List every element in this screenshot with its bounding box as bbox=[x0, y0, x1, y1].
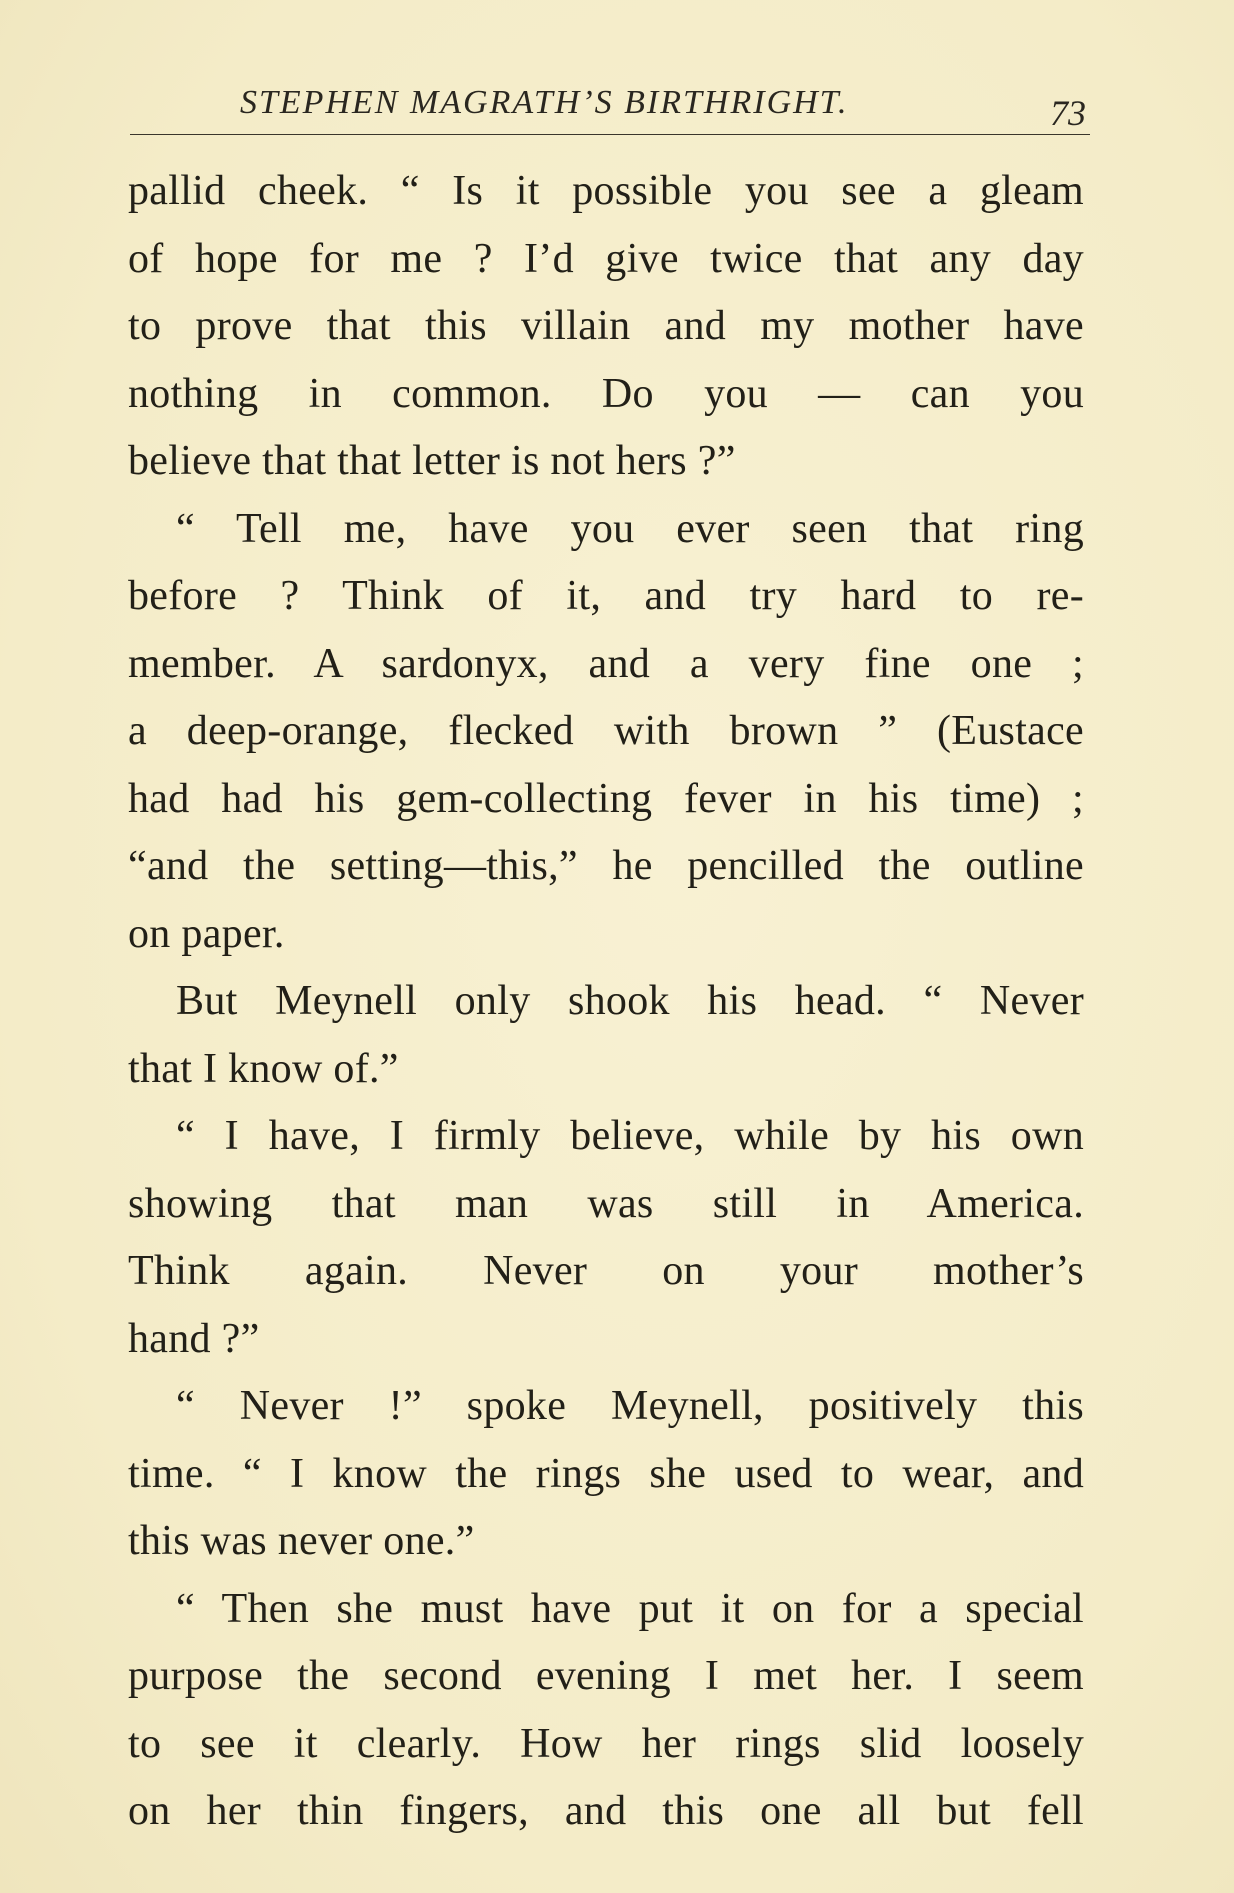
text-line: pallid cheek. “ Is it possible you see a gleam bbox=[128, 168, 1084, 214]
text-line: “ Tell me, have you ever seen that ring bbox=[176, 505, 1084, 552]
text-line: on paper. bbox=[128, 910, 285, 957]
text-line: on her thin fingers, and this one all but fell bbox=[128, 1788, 1084, 1834]
text-line: showing that man was still in America. bbox=[128, 1180, 1084, 1227]
text-line: before ? Think of it, and try hard to re- bbox=[128, 573, 1084, 619]
text-line: But Meynell only shook his head. “ Never bbox=[176, 978, 1084, 1024]
text-line: a deep-orange, flecked with brown ” (Eustace bbox=[128, 708, 1084, 754]
text-line: had had his gem-collecting fever in his time) ; bbox=[128, 775, 1084, 822]
text-line: to see it clearly. How her rings slid loosely bbox=[128, 1720, 1084, 1767]
header-rule bbox=[130, 134, 1090, 135]
text-line: that I know of.” bbox=[128, 1045, 399, 1092]
page-number: 73 bbox=[1050, 93, 1086, 133]
text-line: hand ?” bbox=[128, 1315, 260, 1362]
text-line: Think again. Never on your mother’s bbox=[128, 1248, 1084, 1294]
text-line: nothing in common. Do you — can you bbox=[128, 370, 1084, 417]
text-line: “and the setting—this,” he pencilled the outline bbox=[128, 843, 1084, 889]
running-title: STEPHEN MAGRATH’S BIRTHRIGHT. bbox=[240, 84, 849, 121]
text-line: of hope for me ? I’d give twice that any day bbox=[128, 235, 1084, 282]
text-line: “ Then she must have put it on for a special bbox=[176, 1585, 1084, 1632]
text-line: purpose the second evening I met her. I seem bbox=[128, 1653, 1084, 1699]
text-line: “ Never !” spoke Meynell, positively this bbox=[176, 1383, 1084, 1429]
text-line: this was never one.” bbox=[128, 1518, 475, 1564]
text-line: member. A sardonyx, and a very fine one ; bbox=[128, 640, 1084, 687]
text-line: time. “ I know the rings she used to wear, and bbox=[128, 1450, 1084, 1497]
text-line: “ I have, I firmly believe, while by his own bbox=[176, 1113, 1084, 1159]
body-text bbox=[128, 158, 1084, 1846]
text-line: to prove that this villain and my mother have bbox=[128, 303, 1084, 349]
text-line: believe that that letter is not hers ?” bbox=[128, 438, 736, 484]
